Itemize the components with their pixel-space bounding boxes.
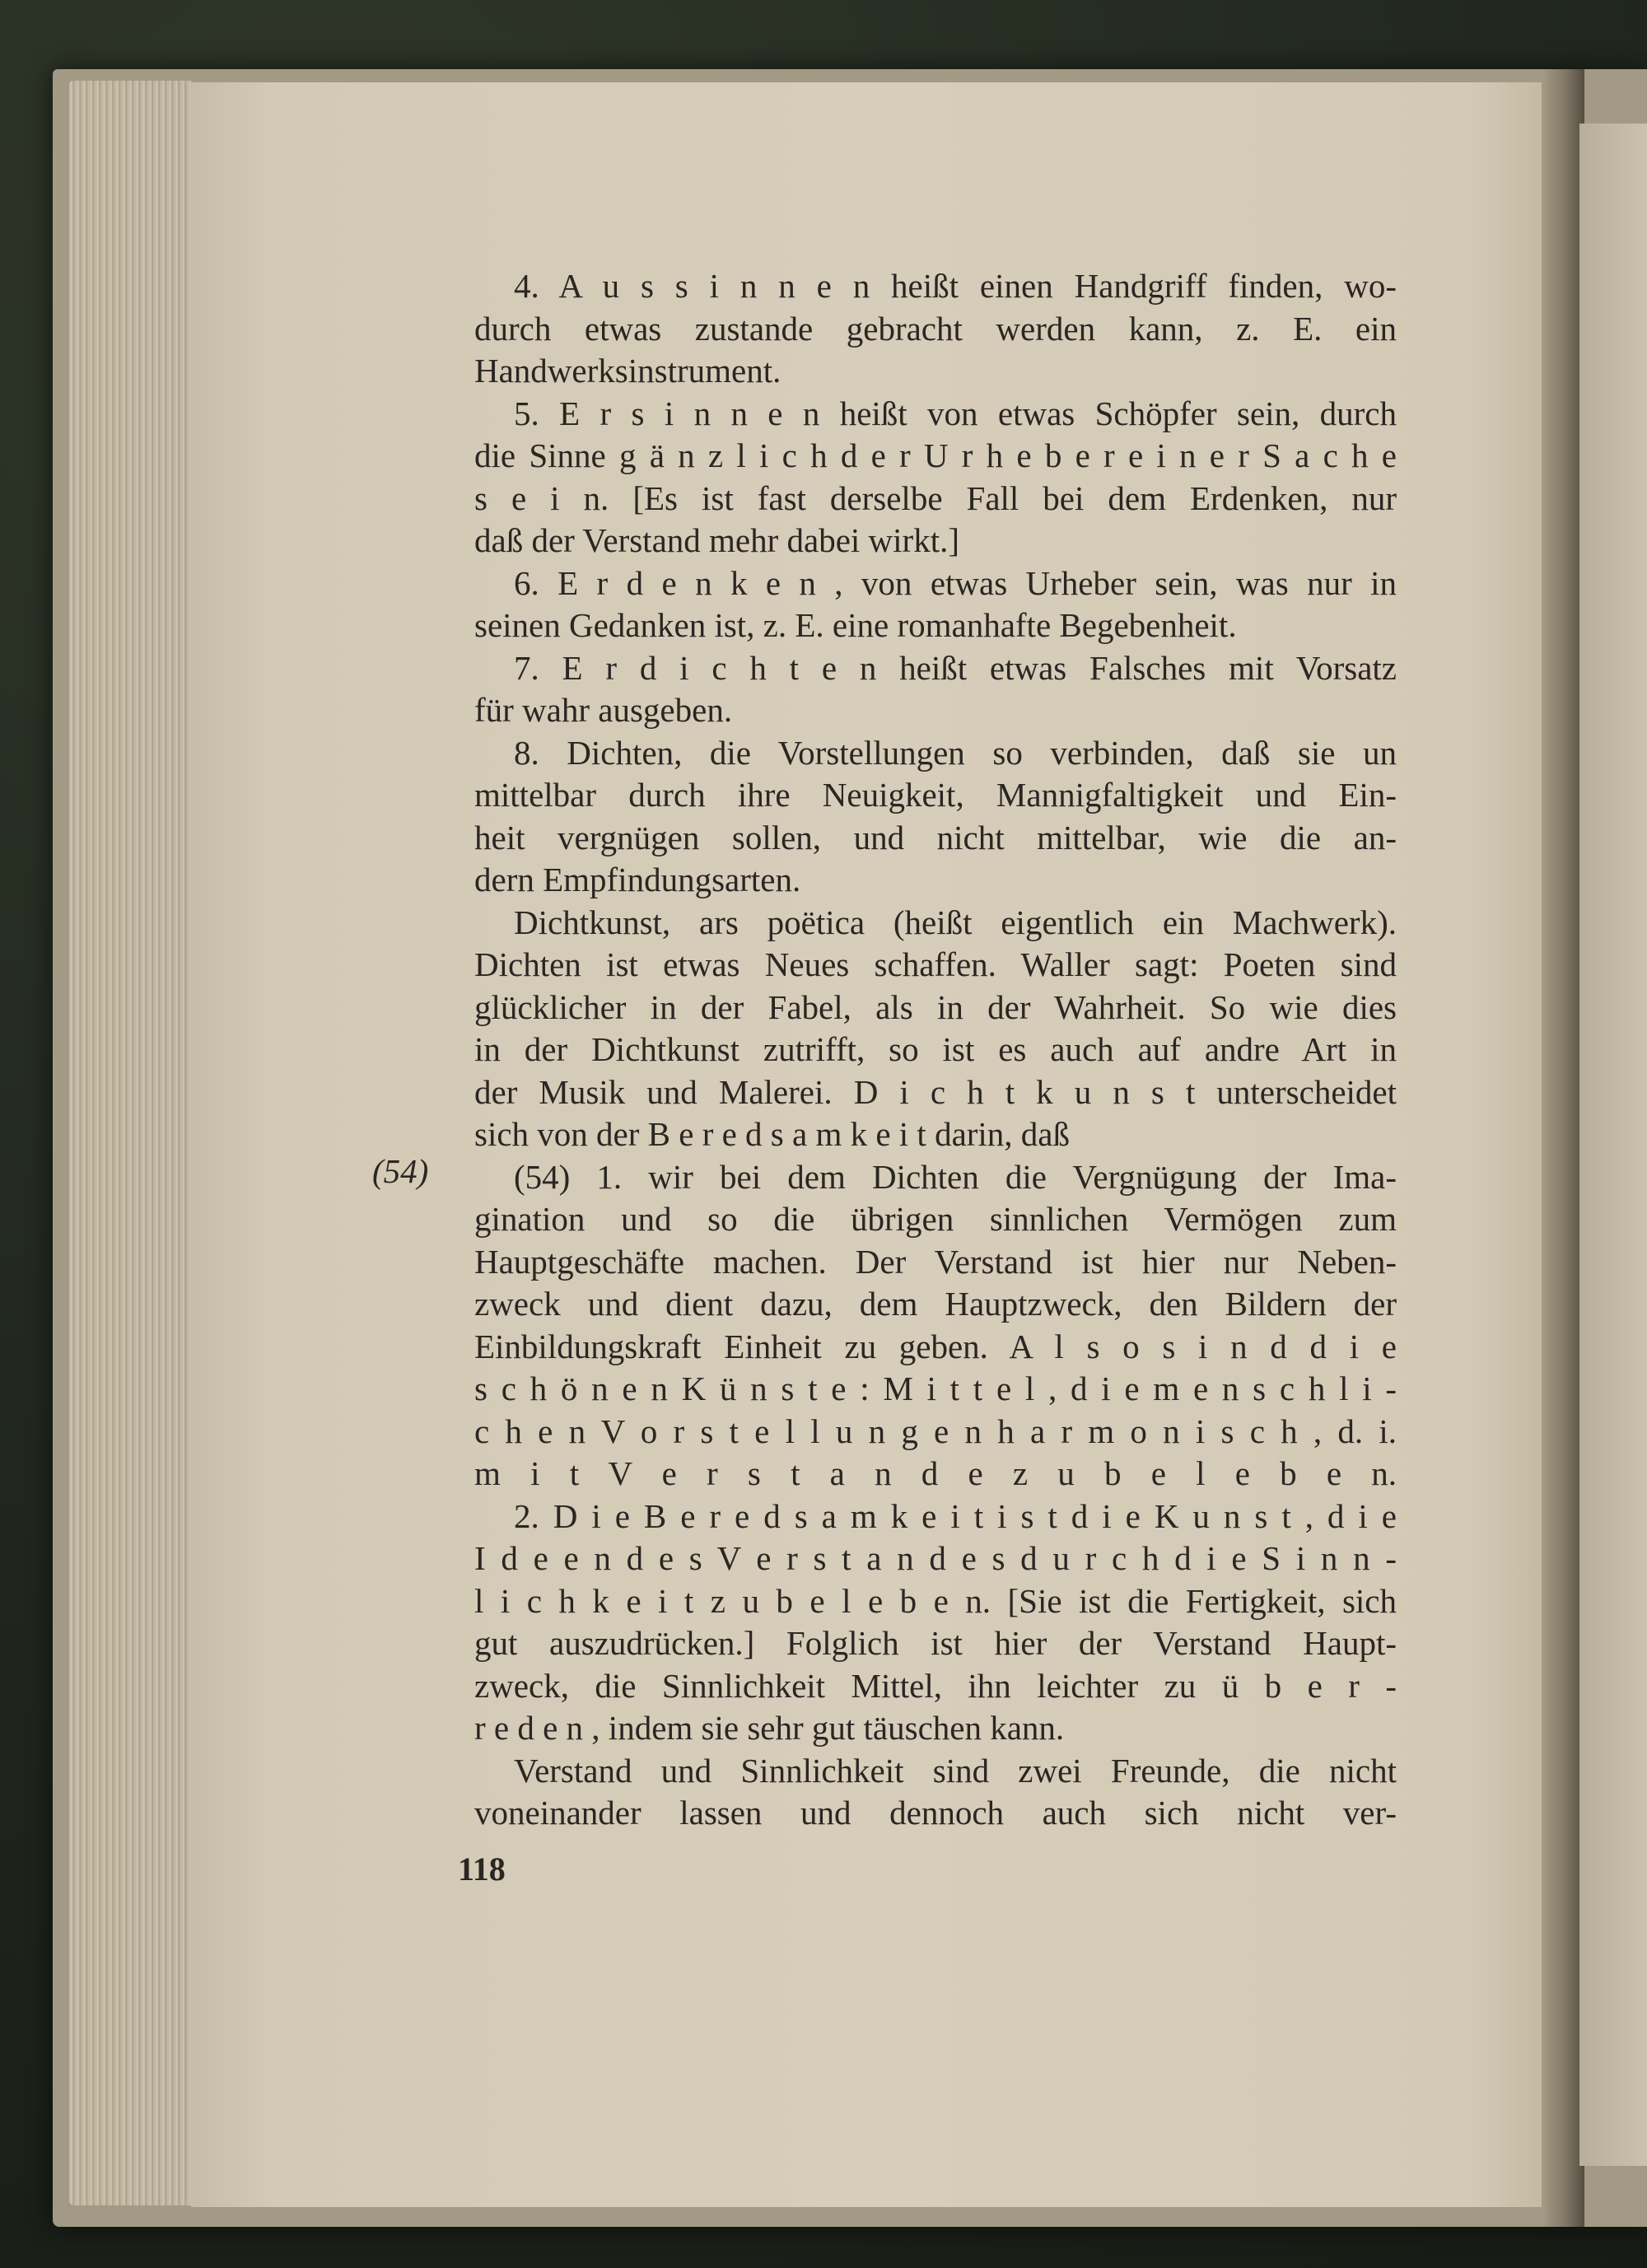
facing-page-edge <box>1579 124 1647 2166</box>
text-line: 4. A u s s i n n e n heißt einen Handgriff finden, wo- <box>514 267 1397 305</box>
text-line: c h e n V o r s t e l l u n g e n h a r m o n i s c h , d. i. <box>474 1412 1397 1450</box>
text-line: in der Dichtkunst zutrifft, so ist es auch auf andre Art in <box>474 1030 1397 1068</box>
text-line: s c h ö n e n K ü n s t e : M i t t e l , d i e m e n s c h l i - <box>474 1370 1397 1407</box>
text-line: mittelbar durch ihre Neuigkeit, Mannigfaltigkeit und Ein- <box>474 776 1397 814</box>
text-line: 8. Dichten, die Vorstellungen so verbinden, daß sie un <box>514 733 1397 772</box>
text-line: 2. D i e B e r e d s a m k e i t i s t d i e K u n s t , d i e <box>514 1496 1397 1535</box>
text-line: r e d e n , indem sie sehr gut täuschen kann. <box>474 1709 1065 1747</box>
text-line: Handwerksinstrument. <box>474 352 782 390</box>
page-body-text <box>474 265 1397 1835</box>
book-gutter <box>1542 69 1584 2227</box>
text-line: sich von der B e r e d s a m k e i t darin, daß <box>474 1115 1071 1153</box>
text-line: (54) 1. wir bei dem Dichten die Vergnügung der Ima- <box>514 1157 1397 1196</box>
text-line: der Musik und Malerei. D i c h t k u n s t unterscheidet <box>474 1072 1397 1111</box>
text-line: glücklicher in der Fabel, als in der Wahrheit. So wie dies <box>474 987 1397 1026</box>
text-line: heit vergnügen sollen, und nicht mittelbar, wie die an- <box>474 818 1397 856</box>
text-line: seinen Gedanken ist, z. E. eine romanhafte Begebenheit. <box>474 606 1237 644</box>
text-line: für wahr ausgeben. <box>474 691 733 729</box>
text-line: durch etwas zustande gebracht werden kann, z. E. ein <box>474 309 1397 348</box>
text-line: voneinander lassen und dennoch auch sich nicht ver- <box>474 1794 1397 1832</box>
text-line: die Sinne g ä n z l i c h d e r U r h e b e r e i n e r S a c h e <box>474 436 1397 474</box>
text-line: 7. E r d i c h t e n heißt etwas Falsches mit Vorsatz <box>514 648 1397 687</box>
text-line: Verstand und Sinnlichkeit sind zwei Freunde, die nicht <box>514 1751 1397 1790</box>
text-line: gination und so die übrigen sinnlichen Vermögen zum <box>474 1200 1397 1238</box>
text-line: m i t V e r s t a n d e z u b e l e b e n. <box>474 1454 1397 1492</box>
page-edges <box>69 81 193 2205</box>
text-line: Hauptgeschäfte machen. Der Verstand ist hier nur Neben- <box>474 1242 1397 1281</box>
text-line: 5. E r s i n n e n heißt von etwas Schöpfer sein, durch <box>514 394 1397 432</box>
margin-note: (54) <box>372 1152 429 1190</box>
text-line: 6. E r d e n k e n , von etwas Urheber sein, was nur in <box>514 563 1397 602</box>
text-line: dern Empfindungsarten. <box>474 861 801 898</box>
text-line: daß der Verstand mehr dabei wirkt.] <box>474 521 959 559</box>
text-line: Einbildungskraft Einheit zu geben. A l s o s i n d d i e <box>474 1327 1397 1365</box>
page-number: 118 <box>458 1850 506 1888</box>
text-line: zweck, die Sinnlichkeit Mittel, ihn leichter zu ü b e r - <box>474 1666 1397 1705</box>
text-line: Dichtkunst, ars poëtica (heißt eigentlich ein Machwerk). <box>514 903 1397 941</box>
text-line: zweck und dient dazu, dem Hauptzweck, den Bildern der <box>474 1285 1397 1323</box>
text-line: Dichten ist etwas Neues schaffen. Waller sagt: Poeten sind <box>474 945 1397 983</box>
text-line: s e i n. [Es ist fast derselbe Fall bei dem Erdenken, nur <box>474 478 1397 517</box>
text-line: I d e e n d e s V e r s t a n d e s d u r c h d i e S i n n - <box>474 1539 1397 1577</box>
text-line: l i c h k e i t z u b e l e b e n. [Sie ist die Fertigkeit, sich <box>474 1581 1397 1620</box>
text-line: gut auszudrücken.] Folglich ist hier der Verstand Haupt- <box>474 1624 1397 1662</box>
